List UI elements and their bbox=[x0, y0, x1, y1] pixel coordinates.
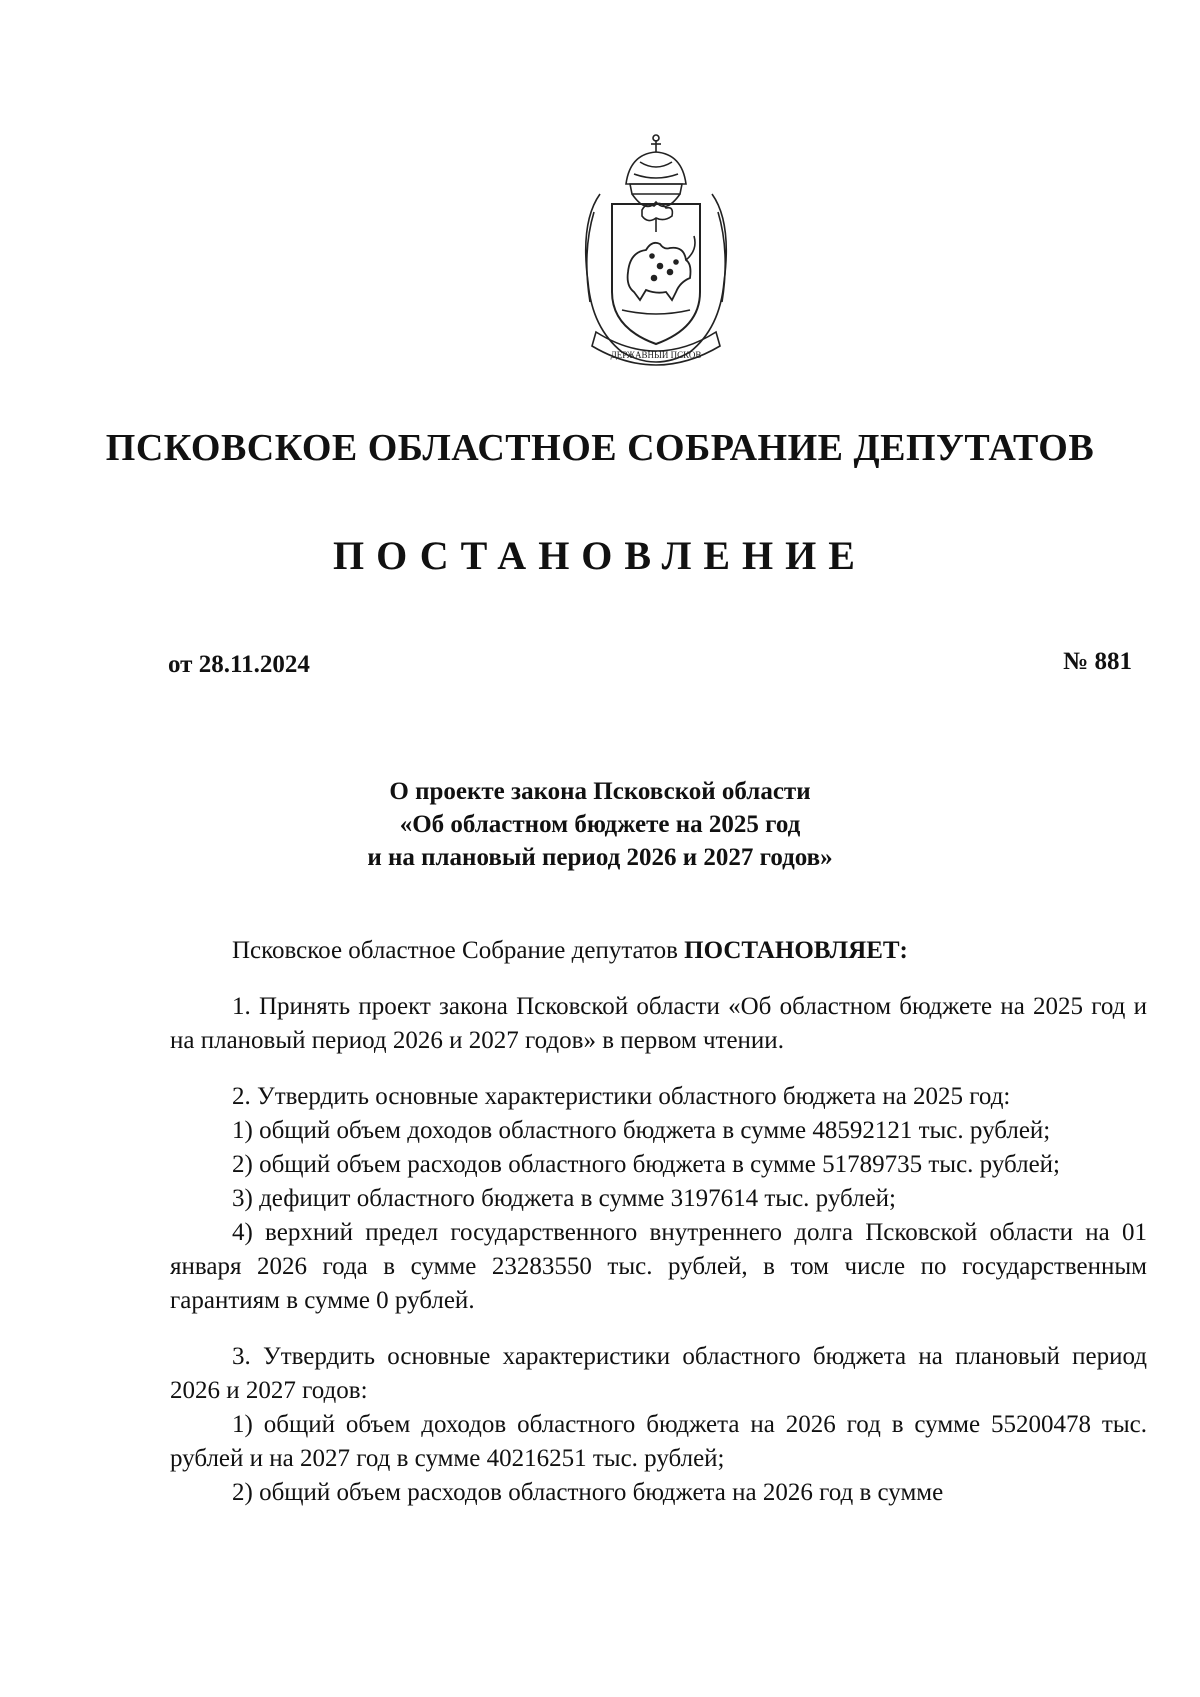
document-subject bbox=[0, 775, 1200, 874]
pskov-coat-of-arms-icon bbox=[560, 132, 752, 382]
clause-2-item-2: 2) общий объем расходов областного бюджета в сумме 51789735 тыс. рублей; bbox=[232, 1151, 1061, 1178]
emblem-motto: ДЕРЖАВНЫЙ ПСКОВ bbox=[610, 350, 702, 360]
subject-line: и на плановый период 2026 и 2027 годов» bbox=[367, 844, 833, 871]
clause-3: 3. Утвердить основные характеристики областного бюджета на плановый период 2026 и 2027 годов: bbox=[170, 1343, 1147, 1404]
clause-3-item-2: 2) общий объем расходов областного бюджета на 2026 год в сумме bbox=[232, 1479, 944, 1506]
intro-keyword: ПОСТАНОВЛЯЕТ: bbox=[684, 937, 908, 964]
clause-1: 1. Принять проект закона Псковской области «Об областном бюджете на 2025 год и на плановый период 2026 и 2027 годов» в первом чтении. bbox=[170, 993, 1147, 1054]
subject-line: О проекте закона Псковской области bbox=[389, 778, 811, 805]
clause-3-item-1: 1) общий объем доходов областного бюджета на 2026 год в сумме 55200478 тыс. рублей и на 2027 год в сумме 40216251 тыс. рублей; bbox=[170, 1411, 1147, 1472]
document-number: № 881 bbox=[1063, 648, 1132, 675]
document-type: ПОСТАНОВЛЕНИЕ bbox=[333, 533, 867, 578]
organization-title: ПСКОВСКОЕ ОБЛАСТНОЕ СОБРАНИЕ ДЕПУТАТОВ bbox=[105, 427, 1095, 469]
intro-text: Псковское областное Собрание депутатов bbox=[232, 937, 685, 964]
subject-line: «Об областном бюджете на 2025 год bbox=[399, 811, 801, 838]
document-date: от 28.11.2024 bbox=[168, 651, 310, 678]
clause-2-item-1: 1) общий объем доходов областного бюджета в сумме 48592121 тыс. рублей; bbox=[232, 1117, 1051, 1144]
clause-2-item-4: 4) верхний предел государственного внутреннего долга Псковской области на 01 января 2026 года в сумме 23283550 тыс. рублей, в том числе по государственным гарантиям в сумме 0 рублей. bbox=[170, 1219, 1147, 1314]
clause-2-item-3: 3) дефицит областного бюджета в сумме 3197614 тыс. рублей; bbox=[232, 1185, 897, 1212]
document-body bbox=[170, 934, 1147, 1510]
resolution-intro bbox=[170, 934, 1147, 968]
clause-2: 2. Утвердить основные характеристики областного бюджета на 2025 год: bbox=[232, 1083, 1011, 1110]
